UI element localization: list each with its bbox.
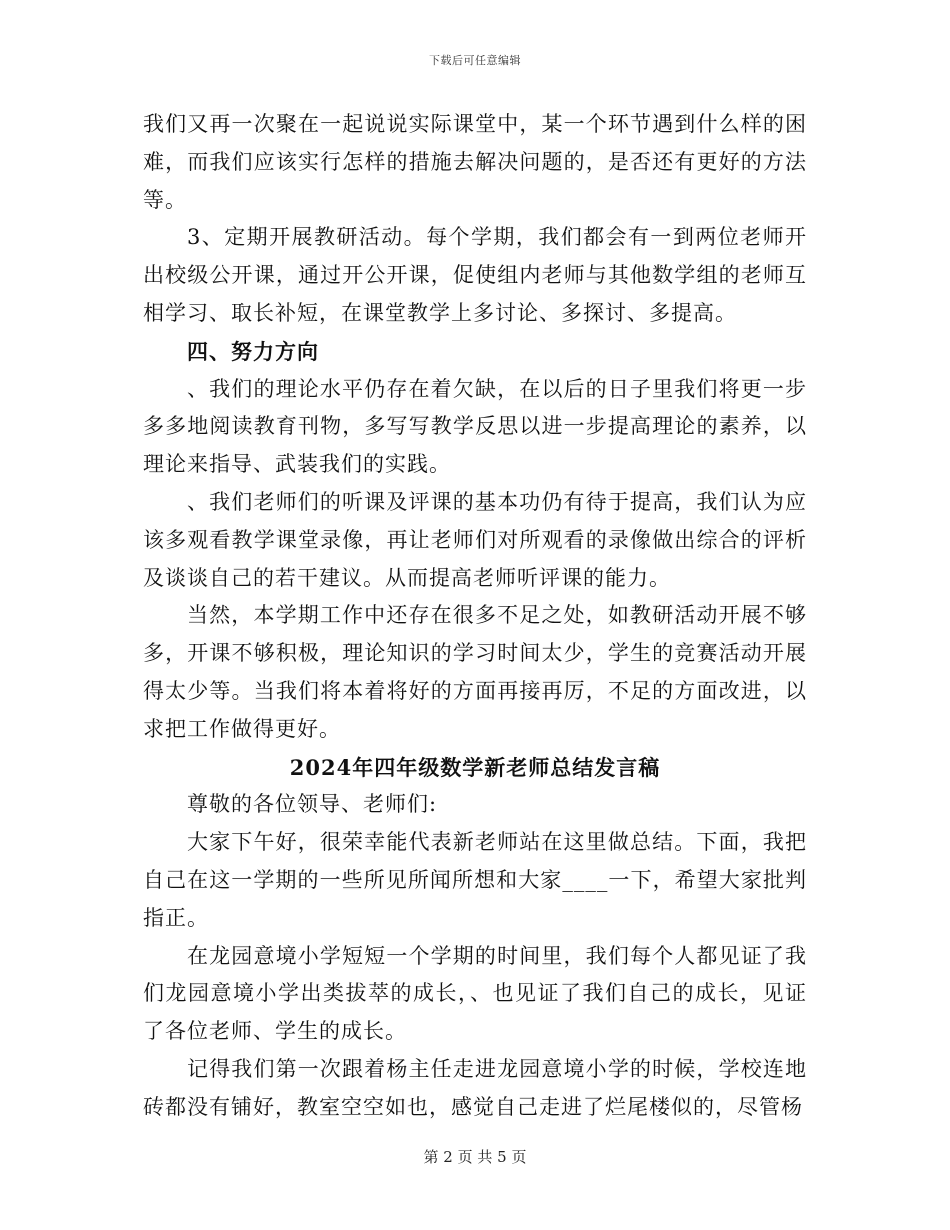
paragraph-continuation: 我们又再一次聚在一起说说实际课堂中，某一个环节遇到什么样的困难，而我们应该实行怎样的措施去解决问题的，是否还有更好的方法等。 [143,112,807,212]
section-heading: 四、努力方向 [187,338,319,364]
paragraph-shortcomings: 当然，本学期工作中还存在很多不足之处，如教研活动开展不够多，开课不够积极，理论知识的学习时间太少，学生的竞赛活动开展得太少等。当我们将本着将好的方面再接再厉，不足的方面改进，以求把工作做得更好。 [143,603,807,741]
paragraph-item-3: 3、定期开展教研活动。每个学期，我们都会有一到两位老师开出校级公开课，通过开公开课，促使组内老师与其他数学组的老师互相学习、取长补短，在课堂教学上多讨论、多探讨、多提高。 [143,225,807,325]
paragraph-memory: 记得我们第一次跟着杨主任走进龙园意境小学的时候，学校连地砖都没有铺好，教室空空如也，感觉自己走进了烂尾楼似的，尽管杨 [143,1056,807,1119]
paragraph-lesson-review: 、我们老师们的听课及评课的基本功仍有待于提高，我们认为应该多观看教学课堂录像，再让老师们对所观看的录像做出综合的评析及谈谈自己的若干建议。从而提高老师听评课的能力。 [143,489,807,590]
salutation: 尊敬的各位领导、老师们: [187,792,438,817]
speech-title: 2024年四年级数学新老师总结发言稿 [289,754,661,780]
paragraph-theory: 、我们的理论水平仍存在着欠缺，在以后的日子里我们将更一步多多地阅读教育刊物，多写写教学反思以进一步提高理论的素养，以理论来指导、武装我们的实践。 [143,376,807,477]
page-number: 第 2 页 共 5 页 [423,1148,527,1166]
paragraph-greeting: 大家下午好，很荣幸能代表新老师站在这里做总结。下面，我把自己在这一学期的一些所见所闻所想和大家____一下，希望大家批判指正。 [143,830,807,930]
paragraph-growth: 在龙园意境小学短短一个学期的时间里，我们每个人都见证了我们龙园意境小学出类拔萃的成长，、也见证了我们自己的成长，见证了各位老师、学生的成长。 [143,943,807,1044]
document-body [143,106,807,1127]
page-header-note: 下载后可任意编辑 [429,54,521,67]
